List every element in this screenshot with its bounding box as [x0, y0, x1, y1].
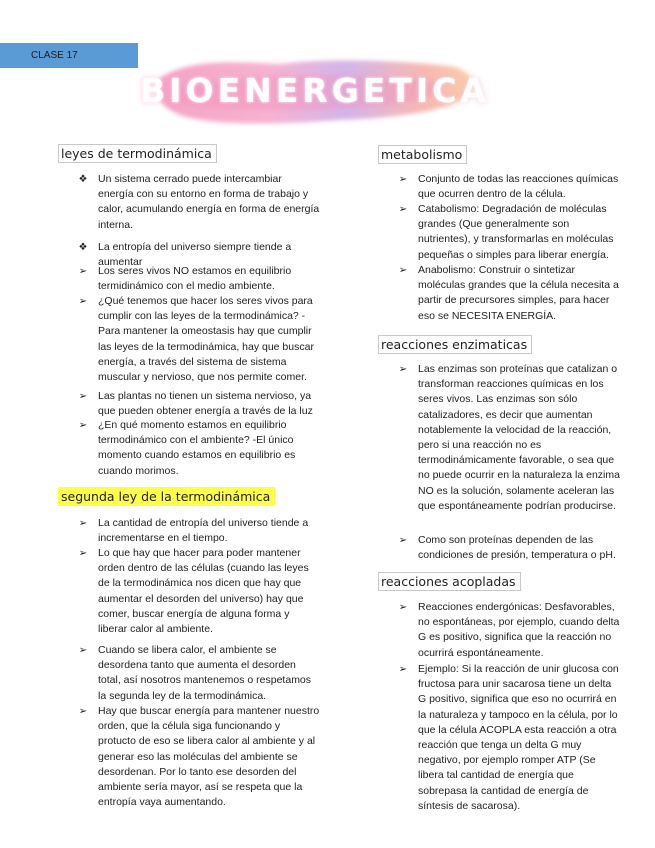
title-banner	[140, 48, 490, 132]
bullet-text: Un sistema cerrado puede intercambiar energía con su entorno en forma de trabajo y calor, acumulando energía en forma de energía interna.	[98, 173, 320, 231]
bullet-text: Los seres vivos NO estamos en equilibrio termidinámico con el medio ambiente.	[98, 265, 292, 293]
bullet-text: ¿En qué momento estamos en equilibrio termodinámico con el ambiente? -El único momento cuando estamos en equilibrio es cuando morimos.	[98, 419, 296, 477]
bullet-text: La cantidad de entropía del universo tiende a incrementarse en el tiempo.	[98, 517, 309, 545]
arrow-bullet-icon: ➢	[78, 548, 88, 559]
bullet-item	[398, 600, 622, 661]
arrow-bullet-icon: ➢	[398, 602, 408, 613]
bullet-item	[78, 172, 320, 233]
bullet-item	[398, 362, 622, 514]
arrow-bullet-icon: ➢	[78, 645, 88, 656]
bullet-item	[78, 389, 320, 419]
page-title: BIOENERGETICA	[140, 70, 490, 110]
arrow-bullet-icon: ➢	[78, 296, 88, 307]
bullet-item	[78, 546, 320, 637]
bullet-text: La entropía del universo siempre tiende a aumentar	[98, 241, 292, 269]
arrow-bullet-icon: ➢	[78, 518, 88, 529]
arrow-bullet-icon: ➢	[398, 265, 408, 276]
bullet-text: Cuando se libera calor, el ambiente se desordena tanto que aumenta el desorden total, así nosotros mantenemos o respetamos la segunda ley de la termodinámica.	[98, 644, 312, 702]
bullet-text: Hay que buscar energía para mantener nuestro orden, que la célula siga funcionando y protucto de eso se libera calor al ambiente y al generar eso las moléculas del ambiente se desordenan. Por lo tanto ese desorden del ambiente sería mayor, así se respeta que la entropía vaya aumentando.	[98, 705, 320, 809]
arrow-bullet-icon: ➢	[398, 174, 408, 185]
arrow-bullet-icon: ➢	[398, 535, 408, 546]
clase-label: CLASE 17	[0, 43, 138, 68]
section-heading: metabolismo	[378, 145, 467, 164]
arrow-bullet-icon: ➢	[398, 364, 408, 375]
section-heading: reacciones enzimaticas	[378, 335, 532, 354]
arrow-bullet-icon: ➢	[398, 664, 408, 675]
bullet-item	[398, 533, 622, 563]
bullet-text: Como son proteínas dependen de las condiciones de presión, temperatura o pH.	[418, 534, 616, 562]
arrow-bullet-icon: ➢	[78, 420, 88, 431]
bullet-item	[398, 662, 622, 814]
bullet-item	[78, 418, 320, 479]
bullet-item	[398, 172, 622, 202]
bullet-item	[398, 202, 622, 263]
arrow-bullet-icon: ➢	[398, 204, 408, 215]
section-heading: segunda ley de la termodinámica	[58, 487, 275, 506]
bullet-item	[78, 643, 320, 704]
diamond-bullet-icon: ❖	[78, 242, 88, 253]
section-heading: reacciones acopladas	[378, 572, 521, 591]
arrow-bullet-icon: ➢	[78, 266, 88, 277]
arrow-bullet-icon: ➢	[78, 391, 88, 402]
arrow-bullet-icon: ➢	[78, 706, 88, 717]
bullet-text: Las enzimas son proteínas que catalizan o transforman reacciones químicas en los seres vivos. Las enzimas son sólo catalizadores, es decir que aumentan notablemente la velocidad de la reacción, pero si una reacción no es termodinámicamente favorable, o sea que no puede ocurrir en la naturaleza la enzima NO es la solución, solamente aceleran las que espontáneamente podrían producirse.	[418, 363, 620, 512]
bullet-item	[78, 704, 320, 810]
bullet-item	[78, 516, 320, 546]
bullet-text: Anabolismo: Construir o sintetizar moléculas grandes que la célula necesita a partir de precursores simples, para hacer eso se NECESITA ENERGÍA.	[418, 264, 619, 322]
bullet-item	[78, 264, 320, 294]
bullet-item	[78, 294, 320, 385]
bullet-text: Ejemplo: Si la reacción de unir glucosa con fructosa para unir sacarosa tiene un delta G positivo, significa que eso no ocurrirá en la naturaleza y tampoco en la célula, por lo que la célula ACOPLA esta reacción a otra reacción que tenga un delta G muy negativo, por ejemplo romper ATP (Se libera tal cantidad de energía que sobrepasa la cantidad de energía de síntesis de sacarosa).	[418, 663, 619, 812]
bullet-text: Conjunto de todas las reacciones químicas que ocurren dentro de la célula.	[418, 173, 619, 201]
bullet-text: Lo que hay que hacer para poder mantener orden dentro de las células (cuando las leyes de la termodinámica nos dicen que hay que aumentar el desorden del universo) hay que comer, buscar energía de alguna forma y liberar calor al ambiente.	[98, 547, 309, 636]
section-heading: leyes de termodinámica	[58, 144, 217, 163]
diamond-bullet-icon: ❖	[78, 174, 88, 185]
bullet-item	[398, 263, 622, 324]
bullet-text: Reacciones endergónicas: Desfavorables, no espontáneas, por ejemplo, cuando delta G es positivo, significa que la reacción no ocurrirá espontáneamente.	[418, 601, 620, 659]
bullet-text: Catabolismo: Degradación de moléculas grandes (Que generalmente son nutrientes), y transformarlas en moléculas pequeñas o simples para liberar energía.	[418, 203, 614, 261]
bullet-text: ¿Qué tenemos que hacer los seres vivos para cumplir con las leyes de la termodinámica? -Para mantener la omeostasis hay que cumplir las leyes de la termodinámica, hay que buscar energía, a través del sistema de sistema muscular y nervioso, que nos permite comer.	[98, 295, 314, 384]
bullet-text: Las plantas no tienen un sistema nervioso, ya que pueden obtener energía a través de la luz	[98, 390, 313, 418]
